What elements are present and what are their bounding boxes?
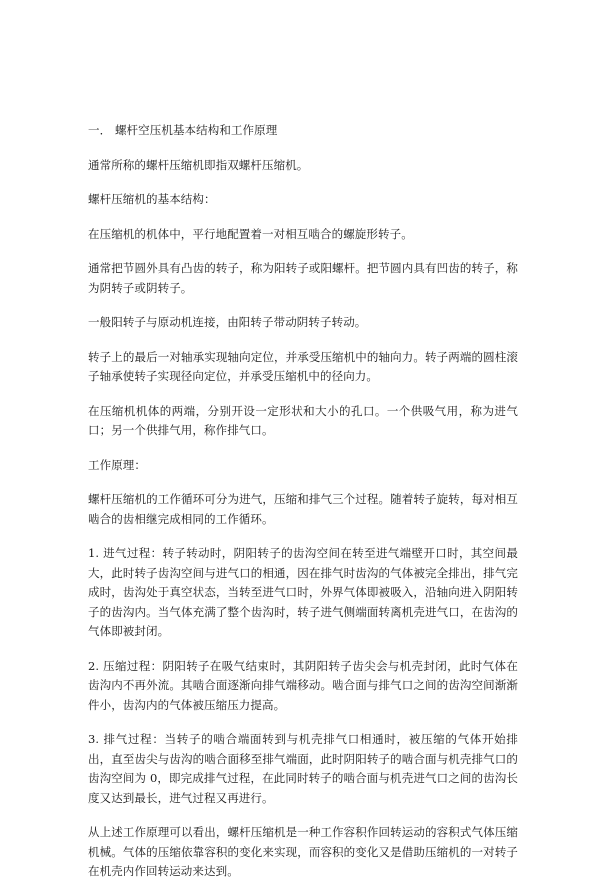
paragraph-bearings: 转子上的最后一对轴承实现轴向定位，并承受压缩机中的轴向力。转子两端的圆柱滚子轴承使转子实现径向定位，并承受压缩机中的径向力。 (88, 349, 518, 383)
paragraph-structure-title: 螺杆压缩机的基本结构： (88, 192, 216, 206)
paragraph-definition: 通常所称的螺杆压缩机即指双螺杆压缩机。 (88, 157, 309, 172)
paragraph-principle-title: 工作原理： (88, 457, 146, 472)
paragraph-rotor-layout: 在压缩机的机体中，平行地配置着一对相互啮合的螺旋形转子。 (88, 226, 413, 241)
paragraph-ports: 在压缩机机体的两端，分别开设一定形状和大小的孔口。一个供吸气用，称为进气口；另一个供排气用，称作排气口。 (88, 403, 518, 437)
section-heading: 一． 螺杆空压机基本结构和工作原理 (88, 123, 278, 137)
paragraph-conclusion: 从上述工作原理可以看出，螺杆压缩机是一种工作容积作回转运动的容积式气体压缩机械。气体的压缩依靠容积的变化来实现，而容积的变化又是借助压缩机的一对转子在机壳内作回转运动来达到。 (88, 825, 518, 878)
paragraph-rotor-names: 通常把节圆外具有凸齿的转子，称为阳转子或阳螺杆。把节圆内具有凹齿的转子，称为阴转子或阴转子。 (88, 261, 518, 295)
paragraph-cycle: 螺杆压缩机的工作循环可分为进气，压缩和排气三个过程。随着转子旋转，每对相互啮合的齿相继完成相同的工作循环。 (88, 492, 518, 526)
paragraph-compression: 2. 压缩过程：阴阳转子在吸气结束时，其阴阳转子齿尖会与机壳封闭，此时气体在齿沟内不再外流。其啮合面逐渐向排气端移动。啮合面与排气口之间的齿沟空间渐渐件小，齿沟内的气体被压缩压力提高。 (88, 658, 518, 712)
paragraph-intake: 1. 进气过程：转子转动时，阴阳转子的齿沟空间在转至进气端壁开口时，其空间最大，此时转子齿沟空间与进气口的相通，因在排气时齿沟的气体被完全排出，排气完成时，齿沟处于真空状态，当转至进气口时，外界气体即被吸入，沿轴向进入阴阳转子的齿沟内。当气体充满了整个齿沟时，转子进气侧端面转离机壳进气口，在齿沟的气体即被封闭。 (88, 546, 518, 638)
paragraph-drive: 一般阳转子与原动机连接，由阳转子带动阴转子转动。 (88, 315, 367, 329)
paragraph-discharge: 3. 排气过程：当转子的啮合端面转到与机壳排气口相通时，被压缩的气体开始排出，直至齿尖与齿沟的啮合面移至排气端面，此时阴阳转子的啮合面与机壳排气口的齿沟空间为 0，即完成排气过程，在此同时转子的啮合面与机壳进气口之间的齿沟长度又达到最长，进气过程又再进行。 (88, 732, 518, 805)
document-page (88, 121, 518, 882)
